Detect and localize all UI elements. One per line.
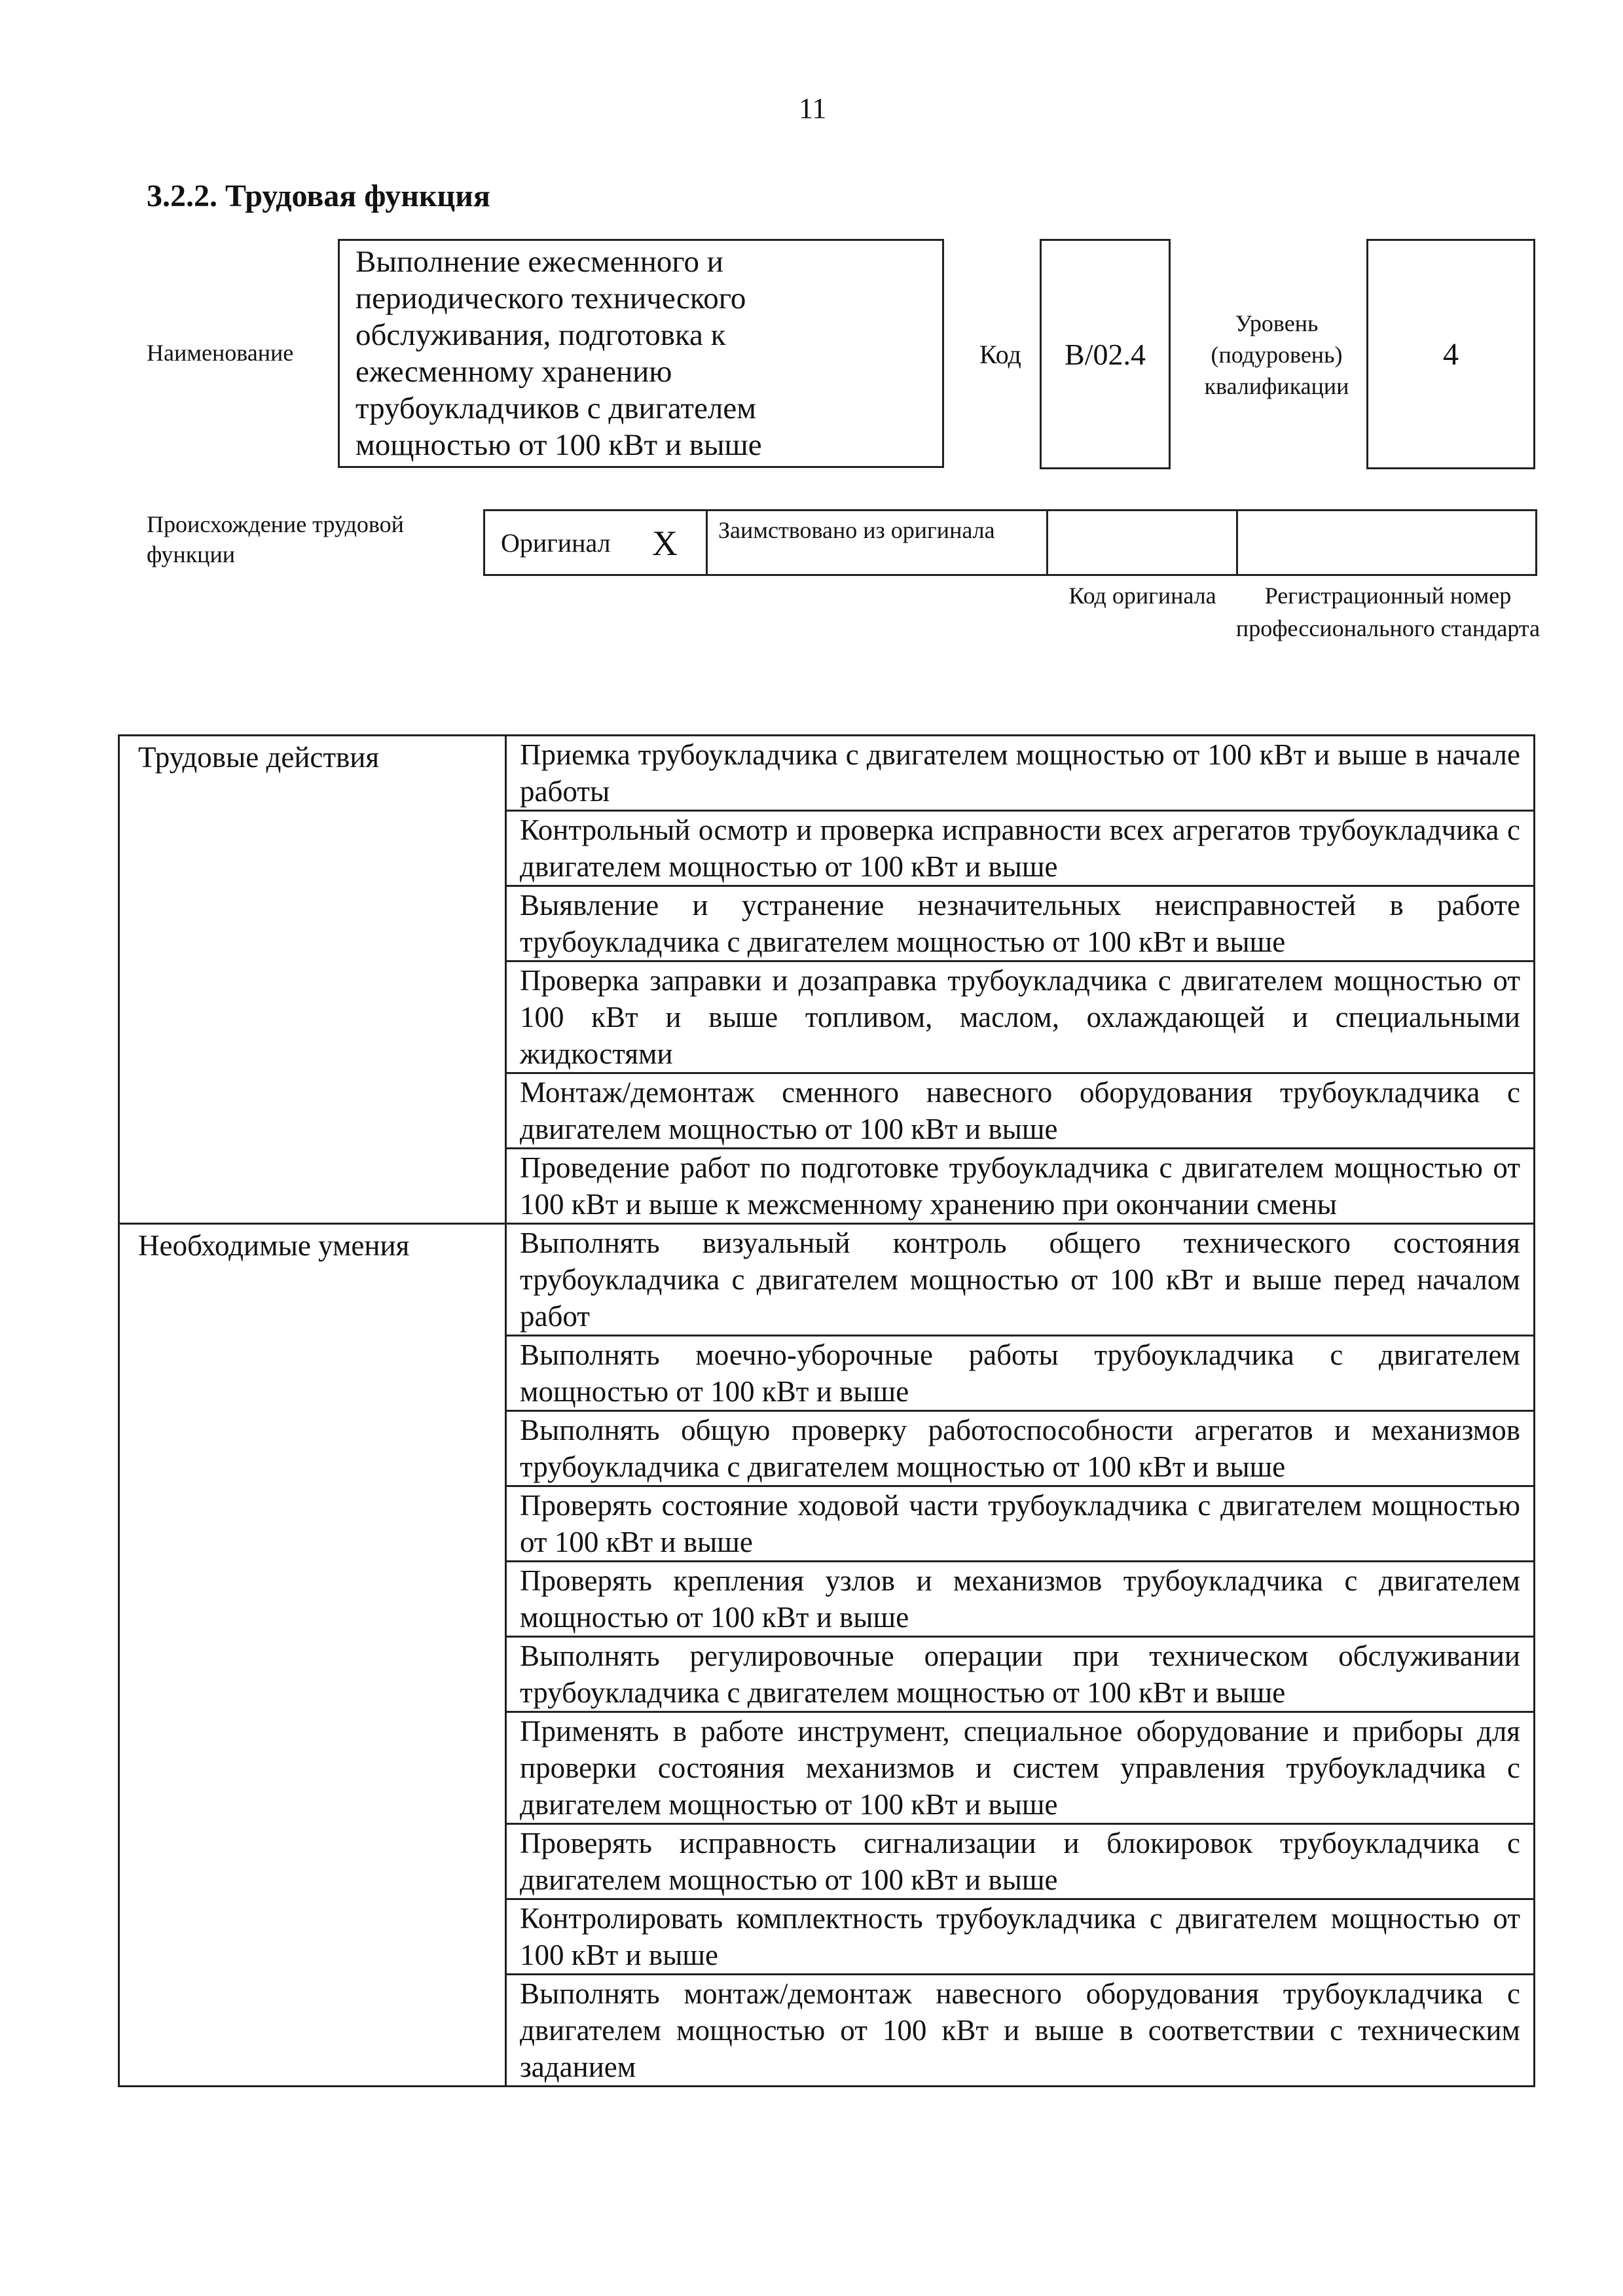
skill-item: Применять в работе инструмент, специальное оборудование и приборы для проверки состояния механизмов и систем управления трубоукладчика с двигателем мощностью от 100 кВт и выше <box>506 1712 1535 1824</box>
action-item: Проведение работ по подготовке трубоукладчика с двигателем мощностью от 100 кВт и выше к межсменному хранению при окончании смены <box>506 1149 1535 1224</box>
function-name-box <box>338 239 944 468</box>
origin-borrowed-cell <box>708 511 1048 574</box>
skill-item: Контролировать комплектность трубоукладчика с двигателем мощностью от 100 кВт и выше <box>506 1899 1535 1975</box>
function-name-line: периодического технического <box>356 281 746 315</box>
skill-item: Выполнять регулировочные операции при техническом обслуживании трубоукладчика с двигателем мощностью от 100 кВт и выше <box>506 1637 1535 1712</box>
skill-item: Выполнять общую проверку работоспособности агрегатов и механизмов трубоукладчика с двигателем мощностью от 100 кВт и выше <box>506 1411 1535 1486</box>
action-item: Проверка заправки и дозаправка трубоукладчика с двигателем мощностью от 100 кВт и выше топливом, маслом, охлаждающей и специальными жидкостями <box>506 961 1535 1073</box>
action-item: Контрольный осмотр и проверка исправности всех агрегатов трубоукладчика с двигателем мощностью от 100 кВт и выше <box>506 811 1535 886</box>
skill-item: Выполнять визуальный контроль общего технического состояния трубоукладчика с двигателем мощностью от 100 кВт и выше перед началом работ <box>506 1224 1535 1336</box>
page-number: 11 <box>799 92 827 124</box>
origin-label: Происхождение трудовой функции <box>147 511 404 567</box>
origin-reg-number-cell <box>1238 511 1539 574</box>
code-value-box <box>1040 239 1171 469</box>
skill-item: Выполнять моечно-уборочные работы трубоукладчика с двигателем мощностью от 100 кВт и выше <box>506 1336 1535 1411</box>
skill-item: Проверять крепления узлов и механизмов трубоукладчика с двигателем мощностью от 100 кВт и выше <box>506 1562 1535 1637</box>
function-name-line: ежесменному хранению <box>356 355 672 389</box>
skill-item: Проверять исправность сигнализации и блокировок трубоукладчика с двигателем мощностью от 100 кВт и выше <box>506 1824 1535 1899</box>
origin-original-mark: X <box>652 524 678 563</box>
skills-category: Необходимые умения <box>119 1224 506 2087</box>
code-value: B/02.4 <box>1065 337 1146 371</box>
table-row <box>119 1224 1535 1336</box>
action-item: Приемка трубоукладчика с двигателем мощностью от 100 кВт и выше в начале работы <box>506 736 1535 811</box>
function-name-line: трубоукладчиков с двигателем <box>356 391 756 425</box>
level-value-box <box>1366 239 1535 469</box>
origin-code-caption: Код оригинала <box>1068 583 1216 609</box>
skill-item: Проверять состояние ходовой части трубоукладчика с двигателем мощностью от 100 кВт и выше <box>506 1486 1535 1562</box>
skill-item: Выполнять монтаж/демонтаж навесного оборудования трубоукладчика с двигателем мощностью от 100 кВт и выше в соответствии с техническим заданием <box>506 1975 1535 2087</box>
action-item: Выявление и устранение незначительных неисправностей в работе трубоукладчика с двигателем мощностью от 100 кВт и выше <box>506 886 1535 961</box>
origin-original-cell <box>485 511 708 574</box>
level-value: 4 <box>1443 336 1459 372</box>
function-details-table <box>118 734 1535 2087</box>
function-name-line: мощностью от 100 кВт и выше <box>356 428 762 462</box>
origin-code-cell <box>1048 511 1238 574</box>
level-label: Уровень (подуровень) квалификации <box>1204 310 1349 399</box>
code-label: Код <box>979 340 1021 369</box>
origin-row <box>483 509 1537 576</box>
name-label: Наименование <box>147 340 294 366</box>
origin-original-label: Оригинал <box>501 528 611 558</box>
action-item: Монтаж/демонтаж сменного навесного оборудования трубоукладчика с двигателем мощностью от 100 кВт и выше <box>506 1073 1535 1149</box>
actions-category: Трудовые действия <box>119 736 506 1224</box>
origin-borrowed-label: Заимствовано из оригинала <box>718 517 995 543</box>
table-row <box>119 736 1535 811</box>
origin-reg-caption: Регистрационный номер профессионального стандарта <box>1235 583 1541 641</box>
section-heading: 3.2.2. Трудовая функция <box>147 179 490 213</box>
function-name-line: обслуживания, подготовка к <box>356 318 726 352</box>
function-name-line: Выполнение ежесменного и <box>356 245 723 279</box>
